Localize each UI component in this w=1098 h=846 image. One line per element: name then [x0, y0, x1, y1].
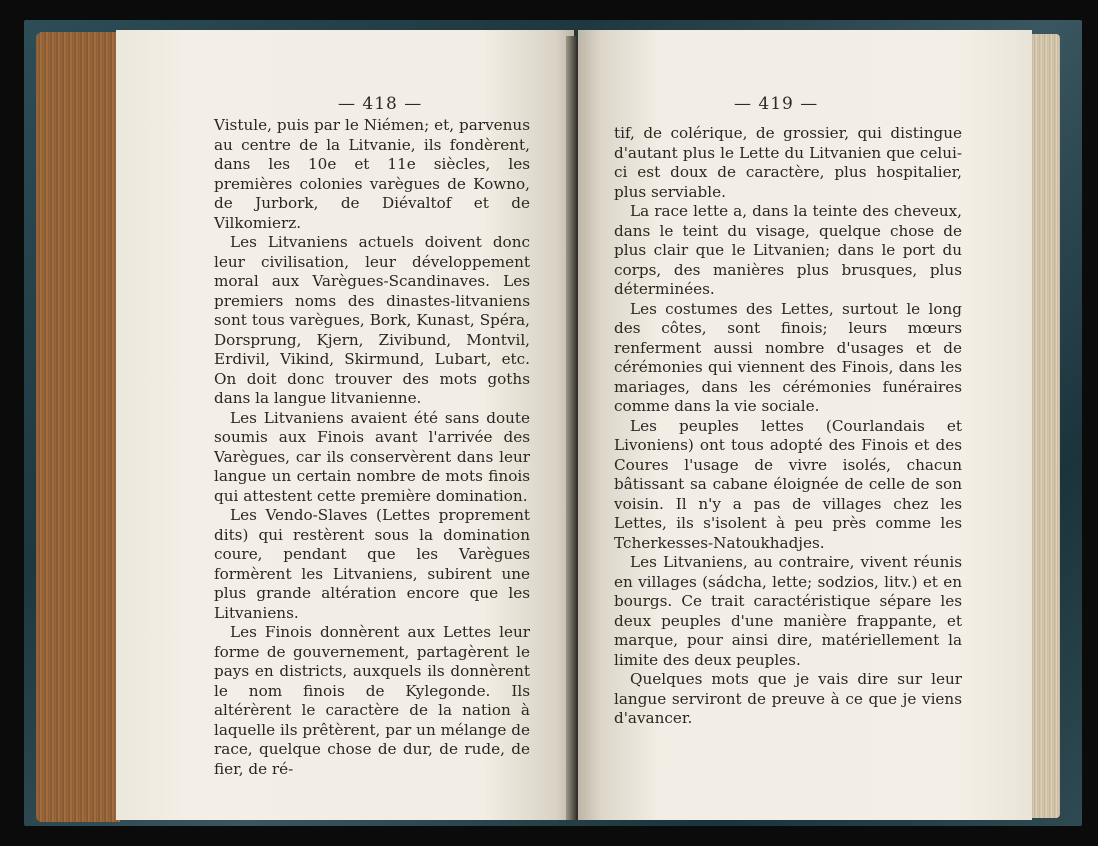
- right-paragraph-4: Les peuples lettes (Courlandais et Livoniens) ont tous adopté des Finois et des Coures l'usage de vivre isolés, chacun bâtissant sa cabane éloignée de celle de son voisin. Il n'y a pas de villages chez les Lettes, ils s'isolent à peu près comme les Tcherkesses-Natoukhadjes.: [614, 416, 962, 552]
- left-page: [116, 30, 574, 820]
- right-page: [578, 30, 1032, 820]
- right-paragraph-5: Les Litvaniens, au contraire, vivent réunis en villages (sádcha, lette; sodzios, litv.) et en bourgs. Ce trait caractéristique sépare les deux peuples d'une manière frappante, et marque, pour ainsi dire, matériellement la limite des deux peuples.: [614, 553, 962, 669]
- right-paragraph-2: La race lette a, dans la teinte des cheveux, dans le teint du visage, quelque chose de plus clair que le Litvanien; dans le port du corps, des manières plus brusques, plus déterminées.: [614, 202, 962, 298]
- right-page-edges: [1028, 34, 1060, 818]
- right-paragraph-3: Les costumes des Lettes, surtout le long des côtes, sont finois; leurs mœurs renferment aussi nombre d'usages et de cérémonies qui viennent des Finois, dans les mariages, dans les cérémonies funéraires comme dans la vie sociale.: [614, 299, 962, 415]
- left-paragraph-4: Les Vendo-Slaves (Lettes proprement dits) qui restèrent sous la domination coure, pendant que les Varègues formèrent les Litvaniens, subirent une plus grande altération encore que les Litvaniens.: [214, 506, 530, 622]
- right-page-text: [614, 124, 962, 729]
- right-paragraph-1: tif, de colérique, de grossier, qui distingue d'autant plus le Lette du Litvanien que celui-ci est doux de caractère, plus hospitalier, plus serviable.: [614, 124, 962, 201]
- right-paragraph-6: Quelques mots que je vais dire sur leur langue serviront de preuve à ce que je viens d'avancer.: [614, 670, 962, 727]
- left-page-number: — 418 —: [338, 94, 423, 114]
- left-page-edges: [36, 32, 120, 822]
- right-page-number: — 419 —: [734, 94, 819, 114]
- left-paragraph-3: Les Litvaniens avaient été sans doute soumis aux Finois avant l'arrivée des Varègues, car ils conservèrent dans leur langue un certain nombre de mots finois qui attestent cette première domination.: [214, 408, 530, 505]
- left-paragraph-5: Les Finois donnèrent aux Lettes leur forme de gouvernement, partagèrent le pays en districts, auxquels ils donnèrent le nom finois de Kylegonde. Ils altérèrent le caractère de la nation à laquelle ils prêtèrent, par un mélange de race, quelque chose de dur, de rude, de fier, de ré-: [214, 623, 530, 778]
- left-page-text: [214, 116, 530, 779]
- left-paragraph-2: Les Litvaniens actuels doivent donc leur civilisation, leur développement moral aux Varègues-Scandinaves. Les premiers noms des dinastes-litvaniens sont tous varègues, Bork, Kunast, Spéra, Dorsprung, Kjern, Zivibund, Montvil, Erdivil, Vikind, Skirmund, Lubart, etc. On doit donc trouver des mots goths dans la langue litvanienne.: [214, 233, 530, 407]
- left-paragraph-1: Vistule, puis par le Niémen; et, parvenus au centre de la Litvanie, ils fondèrent, dans les 10e et 11e siècles, les premières colonies varègues de Kowno, de Jurbork, de Diévaltof et de Vilkomierz.: [214, 116, 530, 232]
